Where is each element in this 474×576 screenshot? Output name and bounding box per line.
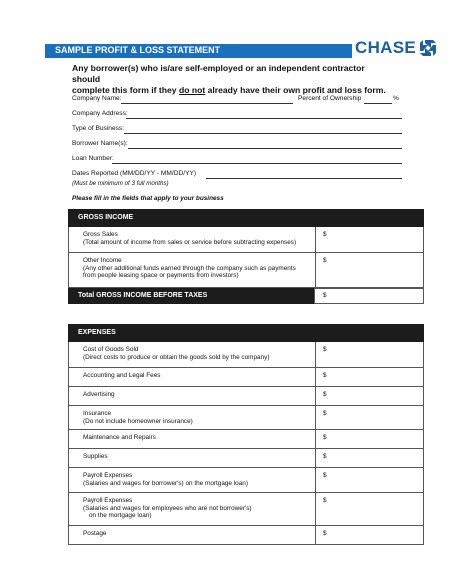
title-bar	[45, 44, 352, 58]
table-row-payroll-borrower	[68, 468, 424, 493]
amount-field[interactable]: $	[323, 530, 327, 537]
row-title: Payroll Expenses	[83, 497, 133, 504]
row-title: Postage	[83, 530, 107, 537]
table-row-postage	[68, 526, 424, 545]
row-label	[83, 346, 309, 361]
intro-text	[72, 63, 392, 96]
row-label	[83, 410, 309, 425]
row-title: Accounting and Legal Fees	[83, 372, 161, 379]
gross-income-total-row	[68, 288, 424, 304]
expenses-header-label: EXPENSES	[78, 329, 116, 336]
dates-reported-field[interactable]	[206, 178, 402, 179]
amount-field[interactable]: $	[323, 391, 327, 398]
amount-field[interactable]: $	[323, 257, 327, 264]
percent-ownership-field[interactable]	[364, 103, 392, 104]
borrower-names-label: Borrower Name(s):	[72, 140, 128, 147]
instruction-text: Please fill in the fields that apply to your business	[72, 195, 224, 202]
loan-number-field[interactable]	[112, 163, 402, 164]
intro-emphasis: do not	[178, 85, 206, 95]
company-name-field[interactable]	[121, 103, 293, 104]
gross-income-header	[68, 209, 424, 227]
column-divider	[315, 526, 316, 544]
amount-field[interactable]: $	[323, 410, 327, 417]
row-title: Cost of Goods Sold	[83, 346, 139, 353]
percent-sign: %	[393, 95, 399, 102]
column-divider	[315, 387, 316, 405]
row-label	[83, 257, 309, 280]
row-title: Other Income	[83, 257, 122, 264]
type-of-business-label: Type of Business:	[72, 125, 125, 132]
row-label	[83, 453, 309, 461]
table-row-maintenance	[68, 430, 424, 449]
column-divider	[315, 493, 316, 525]
column-divider	[315, 253, 316, 287]
total-label: Total GROSS INCOME BEFORE TAXES	[78, 292, 208, 299]
dates-reported-label: Dates Reported (MM/DD/YY - MM/DD/YY)	[72, 170, 197, 177]
chase-logo	[355, 37, 436, 59]
total-amount-field[interactable]	[314, 288, 424, 304]
row-label	[83, 434, 309, 442]
row-description: (Salaries and wages for borrower's) on the mortgage loan)	[83, 479, 248, 487]
row-description: from people leasing space or payments from investors)	[83, 272, 239, 280]
row-title: Supplies	[83, 453, 108, 460]
row-description: (Do not include homeowner insurance)	[83, 417, 193, 425]
company-address-field[interactable]	[126, 118, 402, 119]
amount-field[interactable]: $	[323, 434, 327, 441]
table-row-supplies	[68, 449, 424, 468]
intro-line-2-end: already have their own profit and loss form.	[205, 85, 386, 95]
table-row-cost-of-goods	[68, 342, 424, 368]
table-row-insurance	[68, 406, 424, 430]
row-description: (Salaries and wages for employees who are not borrower's)	[83, 504, 252, 512]
row-label	[83, 530, 309, 538]
document-title: SAMPLE PROFIT & LOSS STATEMENT	[55, 45, 221, 55]
column-divider	[315, 227, 316, 252]
table-row-gross-sales	[68, 227, 424, 253]
row-title: Advertising	[83, 391, 115, 398]
row-description: (Any other additional funds earned through the company such as payments	[83, 264, 296, 272]
row-label	[83, 497, 309, 520]
row-label	[83, 372, 309, 380]
dates-note: (Must be minimum of 3 full months)	[72, 180, 169, 187]
row-title: Maintenance and Repairs	[83, 434, 156, 441]
column-divider	[315, 342, 316, 367]
intro-line-1: Any borrower(s) who is/are self-employed or an independent contractor should	[72, 63, 365, 84]
expenses-header	[68, 324, 424, 342]
gross-income-table	[68, 209, 424, 304]
gross-income-header-label: GROSS INCOME	[78, 214, 134, 221]
row-label	[83, 472, 309, 487]
column-divider	[315, 406, 316, 429]
row-title: Insurance	[83, 410, 112, 417]
row-label	[83, 231, 309, 246]
company-name-label: Company Name:	[72, 95, 122, 102]
percent-ownership-label: Percent of Ownership	[298, 95, 362, 102]
row-title: Payroll Expenses	[83, 472, 133, 479]
total-currency: $	[323, 292, 327, 299]
row-description: (Direct costs to produce or obtain the goods sold by the company)	[83, 353, 270, 361]
amount-field[interactable]: $	[323, 346, 327, 353]
column-divider	[315, 368, 316, 386]
row-description: (Total amount of income from sales or service before subtracting expenses)	[83, 238, 297, 246]
borrower-names-field[interactable]	[128, 148, 402, 149]
chase-octagon-icon	[420, 40, 436, 56]
column-divider	[315, 430, 316, 448]
expenses-table	[68, 324, 424, 545]
amount-field[interactable]: $	[323, 372, 327, 379]
company-address-label: Company Address:	[72, 110, 128, 117]
type-of-business-field[interactable]	[124, 133, 402, 134]
column-divider	[315, 449, 316, 467]
row-label	[83, 391, 309, 399]
table-row-other-income	[68, 253, 424, 288]
intro-line-2-start: complete this form if they	[72, 85, 179, 95]
table-row-accounting	[68, 368, 424, 387]
row-title: Gross Sales	[83, 231, 118, 238]
logo-text: CHASE	[355, 38, 417, 57]
amount-field[interactable]: $	[323, 472, 327, 479]
column-divider	[315, 468, 316, 492]
row-description: on the mortgage loan)	[89, 512, 152, 520]
amount-field[interactable]: $	[323, 453, 327, 460]
amount-field[interactable]: $	[323, 231, 327, 238]
loan-number-label: Loan Number:	[72, 155, 114, 162]
table-row-advertising	[68, 387, 424, 406]
table-row-payroll-employees	[68, 493, 424, 526]
amount-field[interactable]: $	[323, 497, 327, 504]
